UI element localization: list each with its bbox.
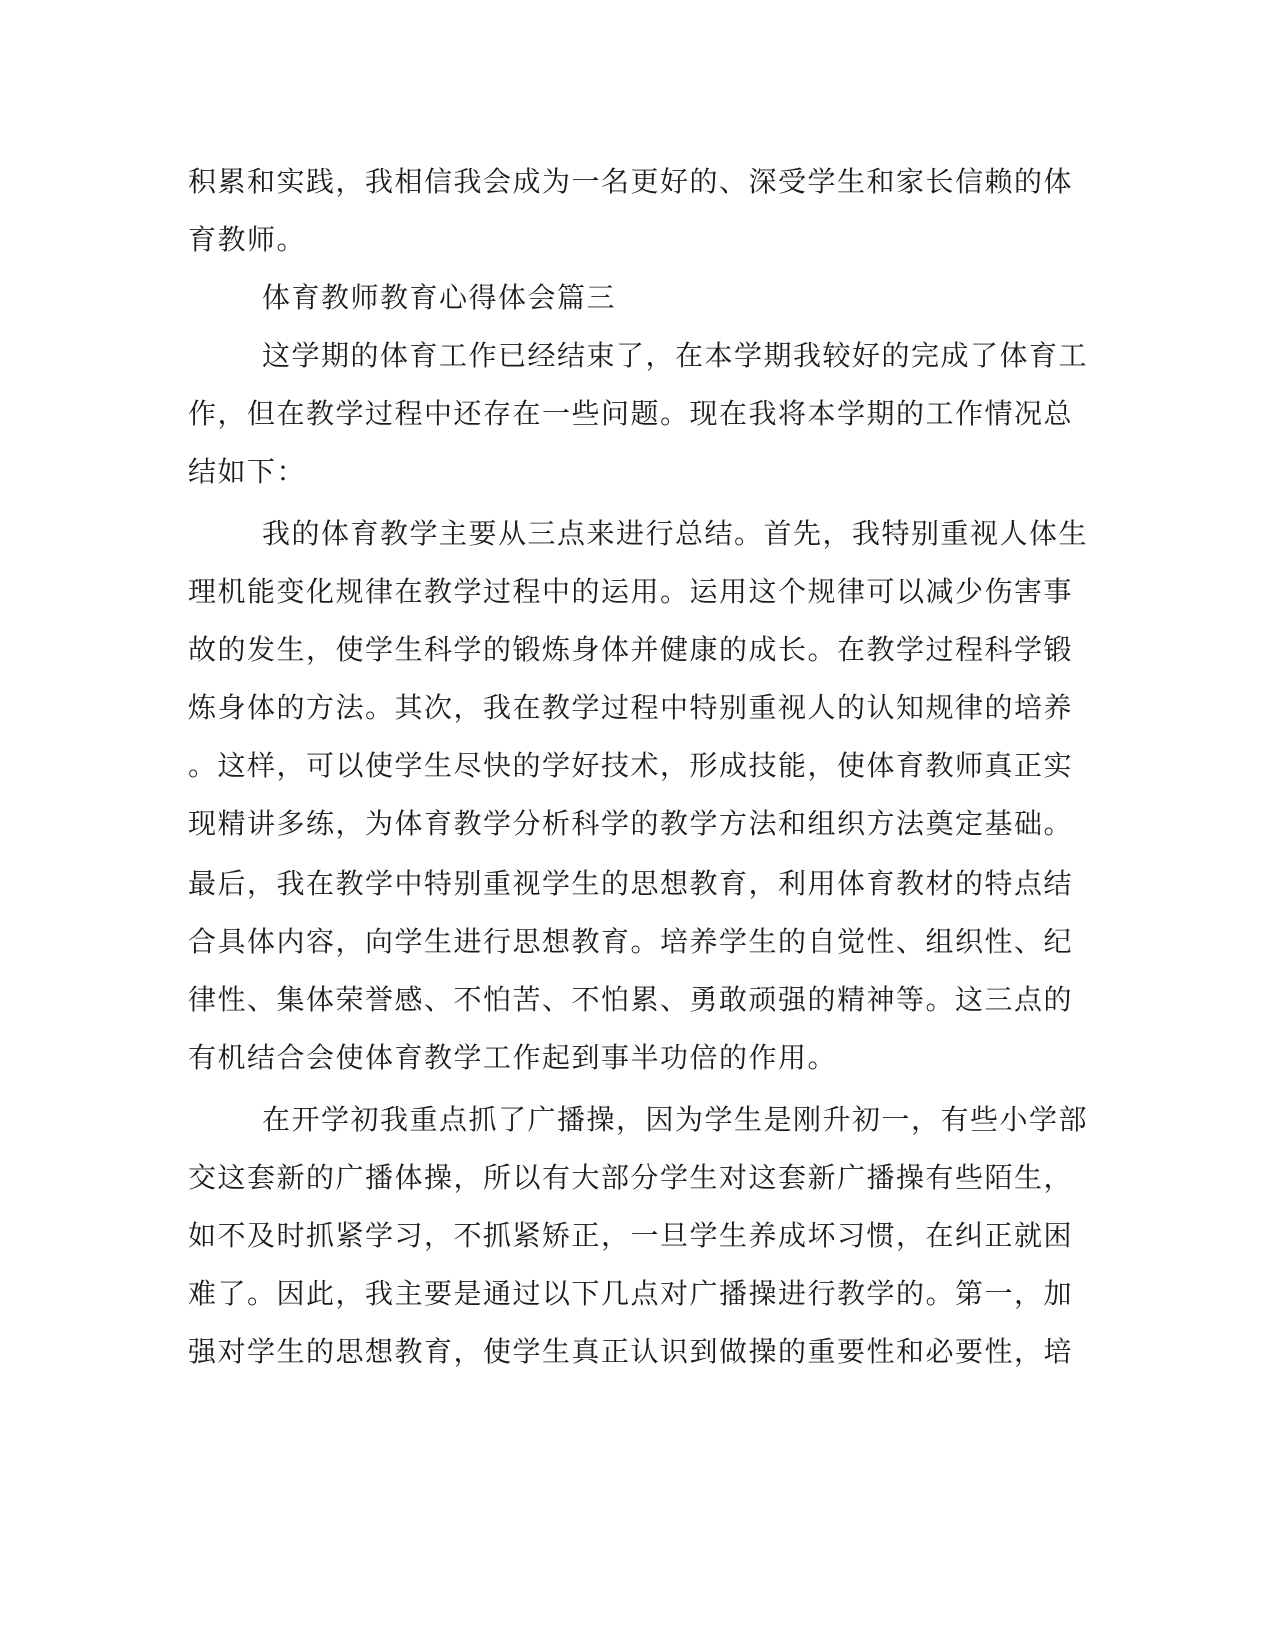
text-line: 在开学初我重点抓了广播操，因为学生是刚升初一，有些小学部 <box>262 1103 1089 1136</box>
text-line: 作，但在教学过程中还存在一些问题。现在我将本学期的工作情况总 <box>188 397 1074 430</box>
text-line: 最后，我在教学中特别重视学生的思想教育，利用体育教材的特点结 <box>188 867 1074 900</box>
text-line: 结如下： <box>188 455 307 488</box>
text-line: 强对学生的思想教育，使学生真正认识到做操的重要性和必要性，培 <box>188 1335 1074 1368</box>
text-line: 理机能变化规律在教学过程中的运用。运用这个规律可以减少伤害事 <box>188 575 1074 608</box>
text-line: 难了。因此，我主要是通过以下几点对广播操进行教学的。第一，加 <box>188 1277 1074 1310</box>
text-line: 律性、集体荣誉感、不怕苦、不怕累、勇敢顽强的精神等。这三点的 <box>188 983 1074 1016</box>
text-line: 交这套新的广播体操，所以有大部分学生对这套新广播操有些陌生， <box>188 1161 1074 1194</box>
text-line: 我的体育教学主要从三点来进行总结。首先，我特别重视人体生 <box>262 517 1089 550</box>
text-line: 故的发生，使学生科学的锻炼身体并健康的成长。在教学过程科学锻 <box>188 633 1074 666</box>
text-line: 这学期的体育工作已经结束了，在本学期我较好的完成了体育工 <box>262 339 1089 372</box>
text-line: 合具体内容，向学生进行思想教育。培养学生的自觉性、组织性、纪 <box>188 925 1074 958</box>
section-heading: 体育教师教育心得体会篇三 <box>262 281 617 314</box>
text-line: 育教师。 <box>188 223 307 256</box>
text-line: 如不及时抓紧学习，不抓紧矫正，一旦学生养成坏习惯，在纠正就困 <box>188 1219 1074 1252</box>
text-line: 有机结合会使体育教学工作起到事半功倍的作用。 <box>188 1041 838 1074</box>
text-line: 炼身体的方法。其次，我在教学过程中特别重视人的认知规律的培养 <box>188 691 1074 724</box>
text-line: 。这样，可以使学生尽快的学好技术，形成技能，使体育教师真正实 <box>188 749 1074 782</box>
text-line: 积累和实践，我相信我会成为一名更好的、深受学生和家长信赖的体 <box>188 165 1074 198</box>
text-line: 现精讲多练，为体育教学分析科学的教学方法和组织方法奠定基础。 <box>188 807 1074 840</box>
